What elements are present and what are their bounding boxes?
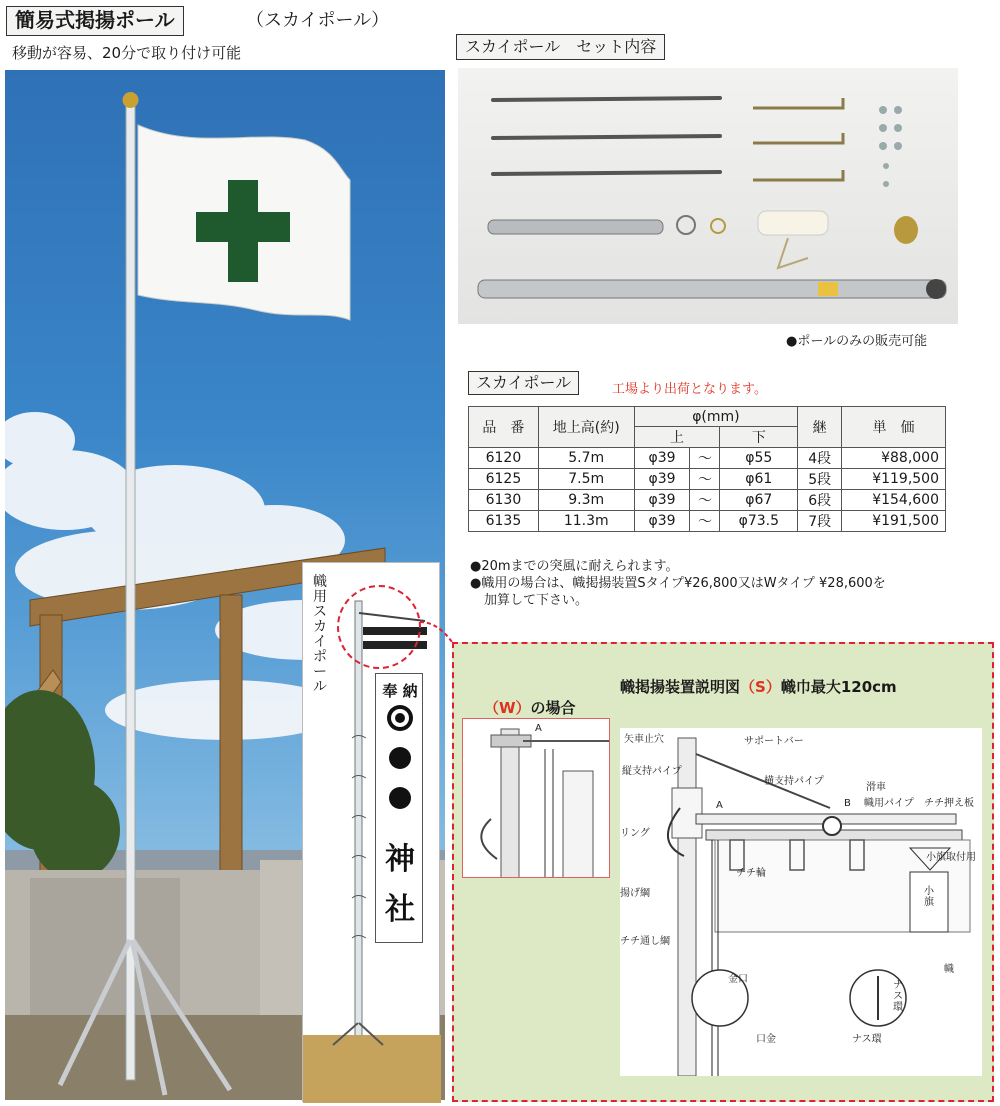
header-code: 品 番 (469, 407, 539, 448)
flag (138, 125, 350, 320)
banner-char-2: 社 (385, 892, 415, 927)
spec-table (468, 406, 946, 532)
label-chi-rope: チチ通し綱 (620, 936, 670, 947)
set-contents-note: ●ポールのみの販売可能 (786, 334, 928, 349)
w-type-title: （W）の場合 (484, 699, 576, 717)
header-price: 単 価 (842, 407, 946, 448)
spec-bullets (470, 558, 886, 609)
label-a: A (716, 800, 723, 811)
w-label-a: A (535, 723, 542, 734)
page-title: 簡易式掲揚ポール (6, 6, 184, 36)
label-chi-ring: チチ輪 (736, 868, 766, 879)
header-height: 地上高(約) (538, 407, 634, 448)
label-ring: リング (620, 828, 650, 839)
banner-offering: 奉 納 (382, 682, 418, 700)
banner-char-1: 神 (385, 842, 415, 877)
nobori-pole (355, 601, 362, 1061)
label-nasu-ring: ナス環 (852, 1034, 882, 1045)
label-arrow-stop: 矢車止穴 (624, 734, 664, 745)
label-b: B (844, 798, 851, 809)
table-row: 6130 9.3m φ39 〜 φ67 6段 ¥154,600 (469, 490, 946, 511)
nobori-banner (375, 673, 423, 943)
bullet-nobori-cont: 加算して下さい。 (484, 593, 589, 608)
nobori-caption: 幟 用 ス カ イ ポ ー ル (313, 574, 327, 695)
table-row: 6135 11.3m φ39 〜 φ73.5 7段 ¥191,500 (469, 511, 946, 532)
long-pole (478, 280, 946, 298)
label-pulley: 滑車 (866, 782, 886, 793)
label-support-bar: サポートバー (744, 736, 804, 747)
label-small-flag-mount: 小旗取付用 (926, 852, 976, 863)
label-small-flag: 小旗 (924, 886, 934, 908)
hooks (753, 98, 843, 180)
set-contents-photo (458, 68, 958, 324)
header-diameter: φ(mm) (634, 407, 798, 427)
header-bottom: 下 (720, 427, 798, 448)
label-kuchigane-inner: 金口 (728, 974, 748, 985)
label-vertical-pipe: 縦支持パイプ (622, 766, 682, 777)
bullet-wind: ●20mまでの突風に耐えられます。 (470, 559, 679, 574)
diagram-title: 幟掲揚装置説明図（S）幟巾最大120cm (620, 678, 897, 696)
label-horizontal-pipe: 横支持パイプ (764, 776, 824, 787)
bullet-nobori: ●幟用の場合は、幟掲揚装置Sタイプ¥26,800又はWタイプ ¥28,600を (470, 576, 886, 591)
label-kuchigane: 口金 (756, 1034, 776, 1045)
bolts (879, 106, 902, 187)
finial (894, 216, 918, 244)
w-type-panel (462, 718, 610, 878)
tagline: 移動が容易、20分で取り付け可能 (12, 44, 242, 62)
rope-bundle (758, 211, 828, 235)
detail-highlight-circle (337, 585, 421, 669)
banner-crest-and-dots (376, 702, 424, 822)
header-stages: 継 (798, 407, 842, 448)
table-row: 6120 5.7m φ39 〜 φ55 4段 ¥88,000 (469, 448, 946, 469)
short-pipe (488, 220, 663, 234)
set-contents-title: スカイポール セット内容 (456, 34, 665, 60)
label-chi-plate: チチ押え板 (924, 798, 974, 809)
pole-finial (123, 92, 139, 108)
nobori-ground (303, 1035, 441, 1103)
page-subtitle: （スカイポール） (246, 10, 390, 31)
stakes (493, 98, 720, 174)
label-nobori-pipe: 幟用パイプ (864, 798, 914, 809)
table-row: 6125 7.5m φ39 〜 φ61 5段 ¥119,500 (469, 469, 946, 490)
label-nobori: 幟 (944, 964, 954, 975)
label-nasu-ring-vertical: ナス環 (893, 980, 903, 1013)
spec-title: スカイポール (468, 371, 579, 395)
header-top: 上 (634, 427, 720, 448)
s-type-panel (620, 728, 982, 1076)
pulley (823, 817, 841, 835)
label-hoist-rope: 揚げ綱 (620, 888, 650, 899)
pole (126, 100, 135, 1080)
spec-shipping-note: 工場より出荷となります。 (612, 382, 767, 397)
